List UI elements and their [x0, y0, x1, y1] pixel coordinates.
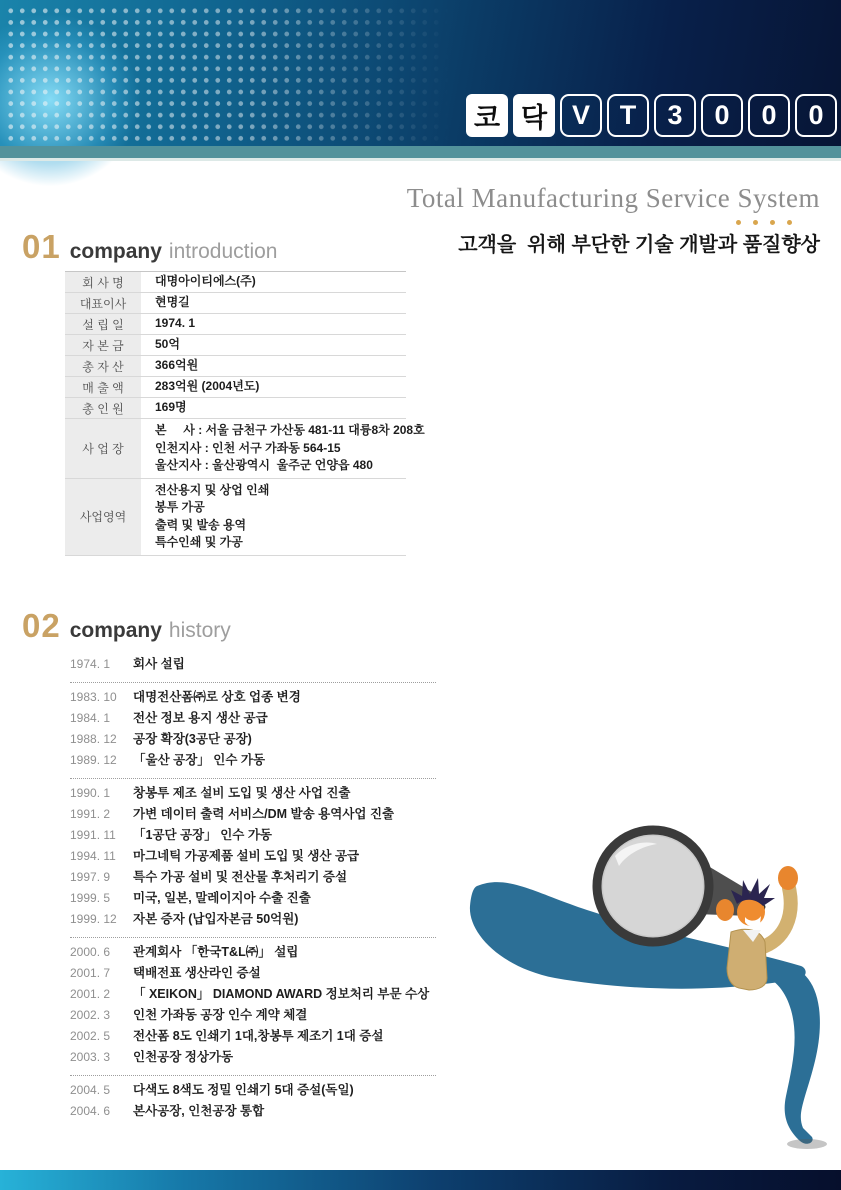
section-02-header	[22, 607, 231, 645]
history-text: 전산폼 8도 인쇄기 1대,창봉투 제조기 1대 증설	[133, 1029, 384, 1043]
character-body	[727, 929, 767, 990]
history-text: 「 XEIKON」 DIAMOND AWARD 정보처리 부문 수상	[133, 987, 430, 1001]
history-item	[70, 1047, 436, 1068]
history-item	[70, 942, 436, 963]
table-row-label: 설 립 일	[65, 314, 141, 334]
history-text: 가변 데이터 출력 서비스/DM 발송 용역사업 진출	[133, 807, 395, 821]
history-text: 마그네틱 가공제품 설비 도입 및 생산 공급	[133, 849, 360, 863]
table-value-line: 본 사 : 서울 금천구 가산동 481-11 대륭8차 208호	[155, 423, 425, 437]
page-title: Total Manufacturing Service System	[406, 183, 820, 213]
table-value-line: 366억원	[155, 358, 199, 373]
history-item	[70, 909, 436, 930]
accent-dot	[736, 220, 741, 225]
history-date: 1988. 12	[70, 732, 117, 746]
history-text: 인천공장 정상가동	[133, 1050, 234, 1064]
product-code-box: 3	[654, 94, 696, 137]
history-date: 1983. 10	[70, 690, 117, 704]
history-text: 대명전산폼㈜로 상호 업종 변경	[133, 690, 301, 704]
product-code-box: 0	[701, 94, 743, 137]
table-row-value	[141, 293, 406, 313]
table-value-line: 인천지사 : 인천 서구 가좌동 564-15	[155, 440, 341, 455]
product-code-box: 0	[795, 94, 837, 137]
history-date: 2001. 2	[70, 987, 111, 1001]
accent-dot	[770, 220, 775, 225]
table-row-label: 자 본 금	[65, 335, 141, 355]
history-item	[70, 687, 436, 708]
history-text: 공장 확장(3공단 공장)	[133, 732, 252, 746]
table-row-value	[141, 356, 406, 376]
history-text: 회사 설립	[133, 657, 185, 671]
history-text: 택배전표 생산라인 증설	[133, 966, 261, 980]
product-code-box: 0	[748, 94, 790, 137]
history-text: 미국, 일본, 말레이지아 수출 진출	[133, 891, 311, 905]
table-value-line: 1974. 1	[155, 316, 196, 331]
teal-divider-bar	[0, 146, 841, 158]
character-raised-hand	[778, 866, 798, 890]
table-row-label: 총 자 산	[65, 356, 141, 376]
table-row-label: 사 업 장	[65, 419, 141, 478]
character-leg	[761, 964, 820, 1144]
table-row	[65, 356, 406, 377]
product-code-box: 닥	[513, 94, 555, 137]
table-row-value	[141, 398, 406, 418]
table-row-value	[141, 479, 406, 555]
section-title-strong: company	[69, 619, 162, 642]
section-number: 02	[22, 607, 61, 644]
history-text: 인천 가좌동 공장 인수 계약 체결	[133, 1008, 308, 1022]
product-code-box: T	[607, 94, 649, 137]
history-date: 2002. 5	[70, 1029, 111, 1043]
section-title-light: history	[168, 619, 231, 642]
history-group	[70, 683, 436, 779]
history-date: 2003. 3	[70, 1050, 111, 1064]
character-raised-arm	[760, 888, 791, 948]
history-date: 2000. 6	[70, 945, 111, 959]
history-date: 1974. 1	[70, 657, 111, 671]
table-value-line: 169명	[155, 400, 187, 415]
table-row-value	[141, 377, 406, 397]
table-value-line: 출력 및 발송 용역	[155, 517, 247, 532]
history-date: 1990. 1	[70, 786, 111, 800]
table-row	[65, 272, 406, 293]
table-value-line: 283억원 (2004년도)	[155, 379, 260, 394]
table-row	[65, 293, 406, 314]
table-row-label: 대표이사	[65, 293, 141, 313]
history-item	[70, 888, 436, 909]
history-item	[70, 867, 436, 888]
history-item	[70, 708, 436, 729]
history-item	[70, 1101, 436, 1122]
table-row	[65, 335, 406, 356]
history-item	[70, 804, 436, 825]
table-value-line: 전산용지 및 상업 인쇄	[155, 482, 270, 497]
history-item	[70, 783, 436, 804]
table-row-value	[141, 335, 406, 355]
history-text: 관계회사 「한국T&L㈜」 설립	[133, 945, 299, 959]
history-date: 1991. 2	[70, 807, 111, 821]
history-text: 특수 가공 설비 및 전산물 후처리기 증설	[133, 870, 348, 884]
table-row-label: 회 사 명	[65, 272, 141, 292]
table-row	[65, 398, 406, 419]
history-item	[70, 846, 436, 867]
history-text: 전산 정보 용지 생산 공급	[133, 711, 268, 725]
history-date: 2001. 7	[70, 966, 111, 980]
accent-dot	[787, 220, 792, 225]
history-text: 본사공장, 인천공장 통합	[133, 1104, 265, 1118]
table-value-line: 현명길	[155, 295, 190, 310]
history-item	[70, 963, 436, 984]
history-group	[70, 779, 436, 938]
history-item	[70, 825, 436, 846]
table-value-line: 특수인쇄 및 가공	[155, 535, 243, 549]
table-value-line: 울산지사 : 울산광역시 울주군 언양읍 480	[155, 458, 373, 472]
divider-highlight	[0, 158, 841, 161]
table-value-line: 봉투 가공	[155, 500, 205, 514]
history-text: 「울산 공장」 인수 가동	[133, 753, 266, 767]
accent-dots	[407, 220, 792, 225]
footer-bar	[0, 1170, 841, 1190]
history-date: 1994. 11	[70, 849, 116, 863]
character-holding-hand	[716, 899, 734, 921]
history-item	[70, 750, 436, 771]
table-value-line: 50억	[155, 337, 180, 352]
dot-pattern	[5, 5, 450, 141]
history-item	[70, 1026, 436, 1047]
history-text: 「1공단 공장」 인수 가동	[133, 828, 272, 842]
product-code	[466, 94, 837, 137]
accent-dot	[753, 220, 758, 225]
history-item	[70, 1080, 436, 1101]
table-row-value	[141, 314, 406, 334]
company-table	[65, 271, 425, 556]
table-row	[65, 314, 406, 335]
history-date: 2004. 5	[70, 1083, 111, 1097]
history-date: 1984. 1	[70, 711, 111, 725]
history-item	[70, 654, 436, 675]
table-value-line: 대명아이티에스(주)	[155, 274, 256, 289]
table-row-label: 총 인 원	[65, 398, 141, 418]
section-01-header	[22, 228, 278, 266]
history-text: 자본 증자 (납입자본금 50억원)	[133, 912, 299, 926]
history-text: 다색도 8색도 정밀 인쇄기 5대 증설(독일)	[133, 1083, 354, 1097]
history-item	[70, 1005, 436, 1026]
history-date: 1999. 5	[70, 891, 111, 905]
page-header	[0, 0, 841, 146]
history-date: 1997. 9	[70, 870, 111, 884]
table-row-label: 매 출 액	[65, 377, 141, 397]
history-item	[70, 729, 436, 750]
foot-shadow	[787, 1139, 827, 1149]
history-date: 1999. 12	[70, 912, 117, 926]
page-subtitle: 고객을 위해 부단한 기술 개발과 품질향상	[458, 234, 820, 256]
section-number: 01	[22, 228, 61, 265]
table-row-label: 사업영역	[65, 479, 141, 555]
product-code-box: V	[560, 94, 602, 137]
history-date: 2004. 6	[70, 1104, 111, 1118]
product-code-box: 코	[466, 94, 508, 137]
table-row-value	[141, 419, 425, 478]
section-title-light: introduction	[168, 240, 278, 263]
hero-block	[407, 183, 820, 257]
mascot-illustration	[455, 818, 841, 1170]
magnifier-lens	[603, 836, 703, 936]
table-row	[65, 479, 406, 556]
history-group	[70, 1076, 436, 1129]
table-row-value	[141, 272, 406, 292]
history-group	[70, 650, 436, 683]
history-date: 1989. 12	[70, 753, 117, 767]
history-date: 2002. 3	[70, 1008, 111, 1022]
history-group	[70, 938, 436, 1076]
history-date: 1991. 11	[70, 828, 116, 842]
history-list	[70, 650, 436, 1129]
history-item	[70, 984, 436, 1005]
table-row	[65, 419, 425, 479]
history-text: 창봉투 제조 설비 도입 및 생산 사업 진출	[133, 786, 351, 800]
table-row	[65, 377, 406, 398]
section-title-strong: company	[69, 240, 162, 263]
